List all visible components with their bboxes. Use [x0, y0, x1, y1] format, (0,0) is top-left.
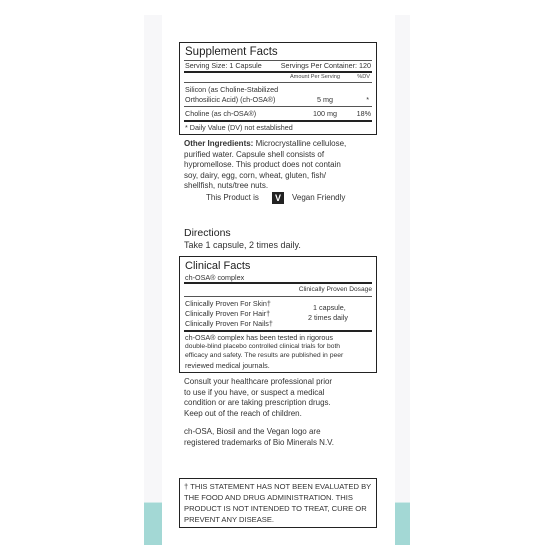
ingredients-text: soy, dairy, egg, corn, wheat, gluten, fish/	[184, 170, 326, 180]
nutrient-dv: *	[366, 95, 369, 104]
disclaimer-line: PRODUCT IS NOT INTENDED TO TREAT, CURE OR	[184, 504, 367, 513]
nutrient-name: Choline (as ch-OSA®)	[185, 109, 257, 118]
clinical-claim: Clinically Proven For Hair†	[185, 309, 271, 318]
ingredients-text: purified water. Capsule shell consists of	[184, 149, 325, 159]
divider	[184, 106, 372, 107]
directions-text: Take 1 capsule, 2 times daily.	[184, 240, 301, 250]
divider	[184, 282, 372, 284]
dosage-value: 1 capsule,	[313, 303, 346, 312]
disclaimer-line: † THIS STATEMENT HAS NOT BEEN EVALUATED BY	[184, 482, 372, 491]
divider	[184, 330, 372, 332]
vegan-logo: V	[272, 192, 284, 204]
nutrient-dv: 18%	[356, 109, 371, 118]
disclaimer-line: PREVENT ANY DISEASE.	[184, 515, 275, 524]
study-text: ch-OSA® complex has been tested in rigorous	[185, 333, 333, 342]
directions-title: Directions	[184, 227, 231, 239]
dv-column-header: %DV	[357, 74, 370, 80]
consult-warning	[184, 377, 332, 419]
divider	[184, 296, 372, 297]
disclaimer-line: THE FOOD AND DRUG ADMINISTRATION. THIS	[184, 493, 353, 502]
consult-line: Consult your healthcare professional prior	[184, 377, 333, 386]
study-text: reviewed medical journals.	[185, 361, 270, 370]
supplement-facts-panel	[179, 42, 377, 135]
trademark-notice	[184, 427, 334, 448]
consult-line: to use if you have, or suspect a medical	[184, 387, 325, 397]
nutrient-amount: 100 mg	[313, 109, 337, 118]
clinical-claim: Clinically Proven For Skin†	[185, 299, 271, 308]
trademark-line: ch-OSA, Biosil and the Vegan logo are	[184, 427, 321, 436]
ingredients-text: shellfish, nuts/tree nuts.	[184, 181, 269, 191]
nutrient-amount: 5 mg	[317, 95, 333, 104]
fda-disclaimer-box	[179, 478, 377, 528]
consult-line: Keep out of the reach of children.	[184, 408, 302, 418]
divider	[184, 82, 372, 83]
ingredients-text: hypromellose. This product does not contain	[184, 160, 341, 170]
ingredients	[184, 139, 346, 192]
vegan-suffix: Vegan Friendly	[292, 193, 346, 202]
clinical-facts-title: Clinical Facts	[185, 260, 251, 272]
supplement-facts-title: Supplement Facts	[185, 46, 278, 58]
nutrient-name: Silicon (as Choline-Stabilized	[185, 85, 279, 94]
ingredients-text: Microcrystalline cellulose,	[253, 139, 347, 148]
servings-per-container: Servings Per Container: 120	[280, 61, 371, 70]
footnote: * Daily Value (DV) not established	[185, 123, 293, 132]
clinical-facts-panel	[179, 256, 377, 373]
dosage-column-header: Clinically Proven Dosage	[298, 286, 372, 293]
divider	[184, 120, 372, 122]
consult-line: condition or are taking prescription drugs.	[184, 398, 331, 408]
study-text: efficacy and safety. The results are published in peer	[185, 352, 344, 359]
serving-size: Serving Size: 1 Capsule	[185, 61, 262, 70]
dosage-value: 2 times daily	[308, 313, 348, 322]
ingredients-label: Other Ingredients:	[184, 139, 254, 148]
amount-column-header: Amount Per Serving	[289, 74, 340, 80]
study-text: double-blind placebo controlled clinical trials for both	[185, 343, 341, 350]
trademark-line: registered trademarks of Bio Minerals N.V.	[184, 437, 334, 447]
nutrient-name: Orthosilicic Acid) (ch-OSA®)	[185, 95, 276, 104]
divider	[184, 71, 372, 73]
clinical-claim: Clinically Proven For Nails†	[185, 319, 273, 328]
vegan-prefix: This Product is	[206, 193, 259, 202]
clinical-facts-subtitle: ch-OSA® complex	[185, 273, 245, 282]
